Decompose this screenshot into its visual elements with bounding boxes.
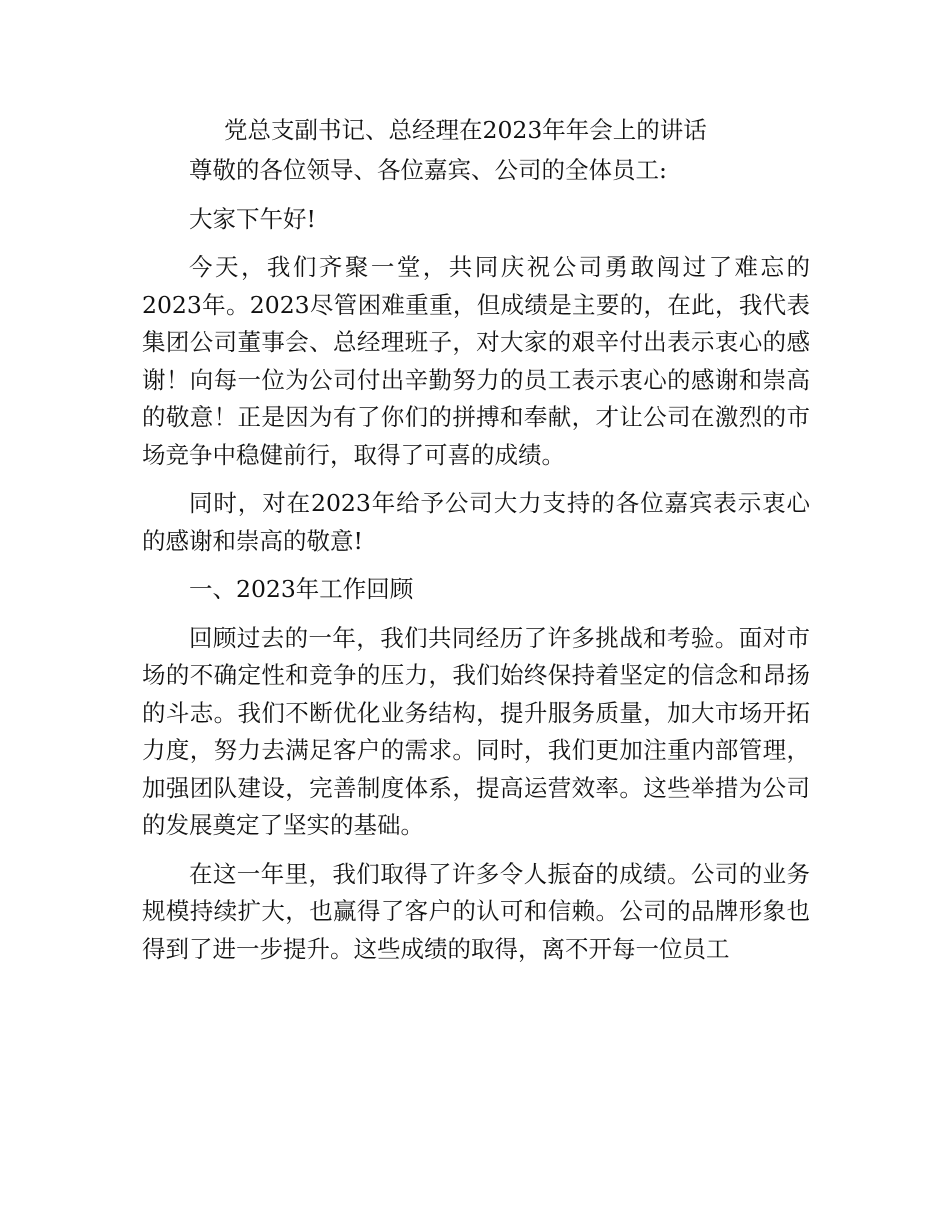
paragraph-review: 回顾过去的一年，我们共同经历了许多挑战和考验。面对市场的不确定性和竞争的压力，我们始终保持着坚定的信念和昂扬的斗志。我们不断优化业务结构，提升服务质量，加大市场开拓力度，努力去满足客户的需求。同时，我们更加注重内部管理，加强团队建设，完善制度体系，提高运营效率。这些举措为公司的发展奠定了坚实的基础。 xyxy=(142,623,810,839)
section-heading-review: 一、2023年工作回顾 xyxy=(189,575,414,603)
paragraph-guests: 同时，对在2023年给予公司大力支持的各位嘉宾表示衷心的感谢和崇高的敬意! xyxy=(142,489,810,555)
paragraph-thanks: 今天，我们齐聚一堂，共同庆祝公司勇敢闯过了难忘的2023年。2023尽管困难重重，但成绩是主要的，在此，我代表集团公司董事会、总经理班子，对大家的艰辛付出表示衷心的感谢！向每一位为公司付出辛勤努力的员工表示衷心的感谢和崇高的敬意！正是因为有了你们的拼搏和奉献，才让公司在激烈的市场竞争中稳健前行，取得了可喜的成绩。 xyxy=(142,253,810,469)
speech-title: 党总支副书记、总经理在2023年年会上的讲话 xyxy=(224,116,707,144)
document-body xyxy=(142,108,810,979)
salutation: 尊敬的各位领导、各位嘉宾、公司的全体员工: xyxy=(189,156,667,184)
paragraph-achievements: 在这一年里，我们取得了许多令人振奋的成绩。公司的业务规模持续扩大，也赢得了客户的认可和信赖。公司的品牌形象也得到了进一步提升。这些成绩的取得，离不开每一位员工 xyxy=(142,859,810,963)
greeting: 大家下午好! xyxy=(189,204,316,233)
